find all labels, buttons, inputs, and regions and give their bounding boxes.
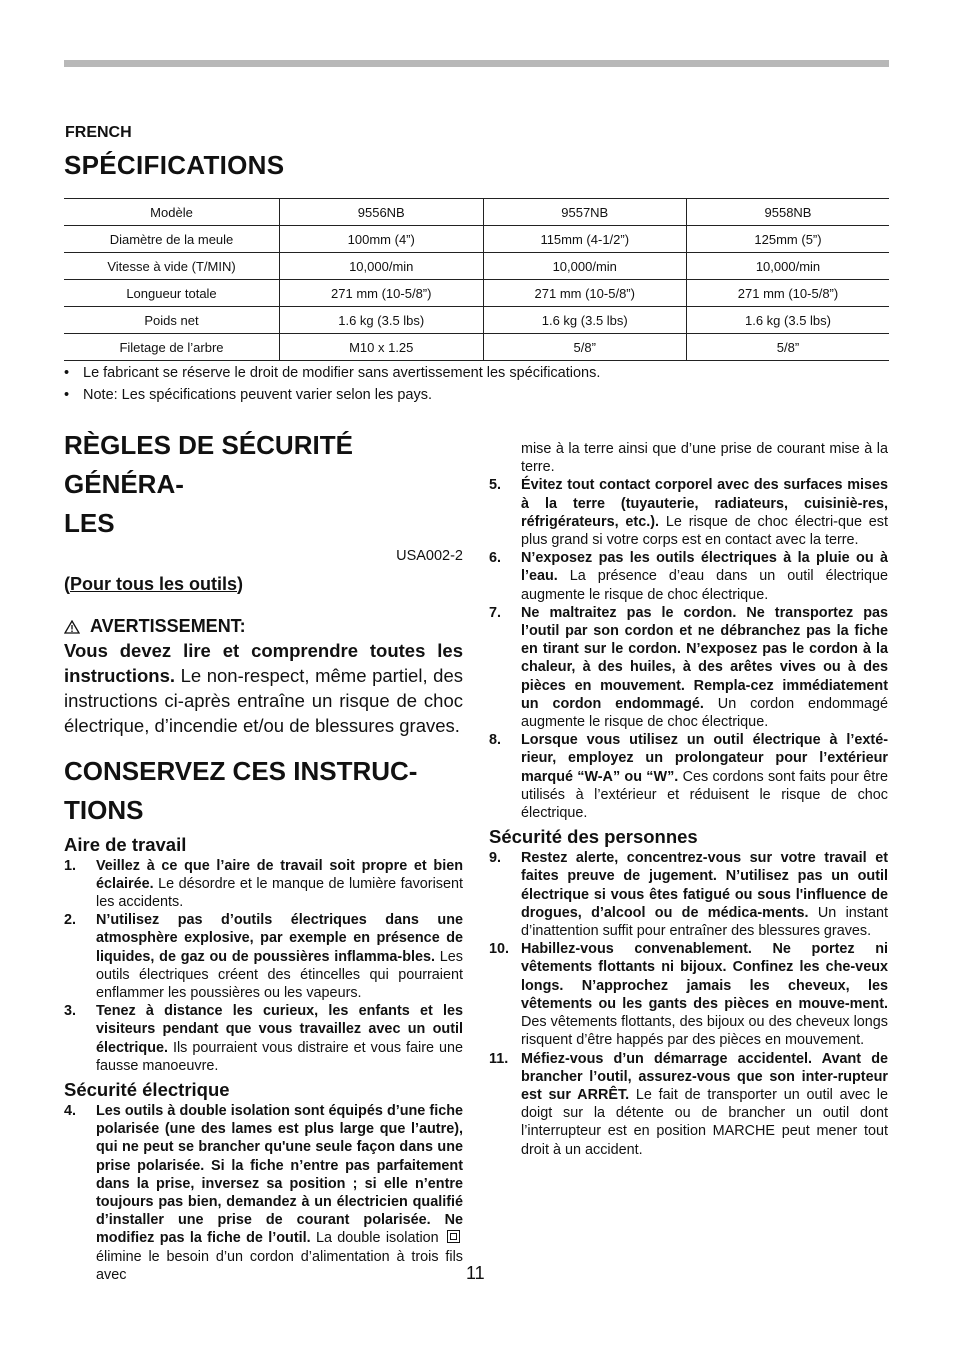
table-cell: 115mm (4-1/2”) bbox=[483, 226, 687, 253]
table-cell: 271 mm (10-5/8”) bbox=[687, 280, 890, 307]
list-item: 1. Veillez à ce que l’aire de travail soit propre et bien éclairée. Le désordre et le manque de lumière favorisent les accidents. bbox=[64, 857, 463, 911]
section-personal: Sécurité des personnes bbox=[489, 826, 698, 848]
table-row bbox=[64, 280, 889, 307]
list-item: 6. N’exposez pas les outils électriques à la pluie ou à l’eau. La présence d’eau dans un outil électrique augmente le risque de choc électrique. bbox=[489, 550, 888, 603]
list-item: 3. Tenez à distance les curieux, les enfants et les visiteurs pendant que vous travaillez avec un outil électrique. Ils pourraient vous distraire et vous faire une fausse manoeuvre. bbox=[64, 1003, 463, 1074]
table-row-label: Vitesse à vide (T/MIN) bbox=[64, 253, 280, 280]
warning-text: Vous devez lire et comprendre toutes les instructions. Le non-respect, même partiel, des instructions ci-après entraîne un risque de choc électrique, d’incendie et/ou de blessures graves. bbox=[64, 639, 463, 736]
document-code: USA002-2 bbox=[396, 548, 463, 564]
list-item: 11. Méfiez-vous d’un démarrage accidentel. Avant de brancher l’outil, assurez-vous que son inter-rupteur est sur ARRÊT. Le fait de transporter un outil avec le doigt sur la détente ou de brancher un outil dont l’interrupteur est en position MARCHE peut mener tout droit à un accident. bbox=[489, 1050, 888, 1158]
table-cell: 5/8” bbox=[687, 334, 890, 361]
section-work-area: Aire de travail bbox=[64, 833, 187, 855]
conserve-title: CONSERVEZ CES INSTRUC- TIONS bbox=[64, 755, 418, 825]
right-column bbox=[489, 440, 888, 1159]
page-number: 11 bbox=[466, 1263, 485, 1283]
table-cell: 125mm (5”) bbox=[687, 226, 890, 253]
table-row-label: Longueur totale bbox=[64, 280, 280, 307]
table-cell: 271 mm (10-5/8”) bbox=[280, 280, 484, 307]
warning-heading: AVERTISSEMENT: bbox=[64, 617, 463, 635]
left-column bbox=[64, 426, 463, 1284]
table-cell: 10,000/min bbox=[687, 253, 890, 280]
table-row bbox=[64, 253, 889, 280]
specifications-table bbox=[64, 198, 889, 361]
table-row bbox=[64, 334, 889, 361]
list-item: 2. N’utilisez pas d’outils électriques dans une atmosphère explosive, par exemple en présence de liquides, de gaz ou de poussières inflamma-bles. Les outils électriques créent des étincelles qui pourraient enflammer les poussières ou les vapeurs. bbox=[64, 912, 463, 1002]
warning-triangle-icon bbox=[64, 620, 80, 634]
table-row-label: Diamètre de la meule bbox=[64, 226, 280, 253]
list-item: 8. Lorsque vous utilisez un outil électrique à l’exté-rieur, employez un prolongateur pour l’extérieur marqué “W-A” ou “W”. Ces cordons sont faits pour être utilisés à l’extérieur et réduisent le risque de choc électrique. bbox=[489, 732, 888, 822]
list-item: 7. Ne maltraitez pas le cordon. Ne transportez pas l’outil par son cordon et ne débranchez pas la fiche en tirant sur le cordon. N’exposez pas le cordon à la chaleur, à des huiles, à des arêtes vives ou à des pièces en mouvement. Rempla-cez immédiatement un cordon endommagé. Un cordon endommagé augmente le risque de choc électrique. bbox=[489, 604, 888, 731]
electrical-list-cont bbox=[489, 476, 888, 822]
table-cell: 1.6 kg (3.5 lbs) bbox=[483, 307, 687, 334]
table-cell: 100mm (4”) bbox=[280, 226, 484, 253]
spec-notes bbox=[64, 362, 889, 406]
list-item: 9. Restez alerte, concentrez-vous sur votre travail et faites preuve de jugement. N’utilisez pas un outil électrique si vous êtes fatigué ou sous l'influence de drogues, d’alcool ou de médica-ments. Un instant d’inattention suffit pour entraîner des blessures graves. bbox=[489, 850, 888, 940]
rules-title: RÈGLES DE SÉCURITÉ GÉNÉRA- LES bbox=[64, 430, 353, 538]
table-cell: 10,000/min bbox=[280, 253, 484, 280]
double-insulation-icon bbox=[447, 1230, 460, 1243]
table-cell: 1.6 kg (3.5 lbs) bbox=[280, 307, 484, 334]
list-item-continuation: mise à la terre ainsi que d’une prise de courant mise à la terre. bbox=[521, 441, 888, 476]
spec-note: • Note: Les spécifications peuvent varier selon les pays. bbox=[64, 384, 889, 406]
table-row-label: Modèle bbox=[64, 199, 280, 226]
rules-subtitle: (Pour tous les outils) bbox=[64, 574, 244, 595]
list-item: 10. Habillez-vous convenablement. Ne portez ni vêtements flottants ni bijoux. Confinez les che-veux longs. N’approchez jamais les cheveux, les vêtements ou les gants des pièces en mouve-ment. Des vêtements flottants, des bijoux ou des cheveux longs risquent d’être happés par des pièces en mouvement. bbox=[489, 941, 888, 1049]
personal-list bbox=[489, 849, 888, 1158]
work-area-list bbox=[64, 857, 463, 1075]
table-cell: 1.6 kg (3.5 lbs) bbox=[687, 307, 890, 334]
table-cell: 9556NB bbox=[280, 199, 484, 226]
table-row bbox=[64, 307, 889, 334]
table-row bbox=[64, 199, 889, 226]
electrical-list bbox=[64, 1102, 463, 1284]
table-cell: 9558NB bbox=[687, 199, 890, 226]
section-electrical: Sécurité électrique bbox=[64, 1079, 230, 1101]
list-item: 4. Les outils à double isolation sont équipés d’une fiche polarisée (une des lames est plus large que l’autre), qui ne peut se brancher qu'une seule façon dans une prise polarisée. Si la fiche n’entre pas parfaitement dans la prise, inversez sa position ; si elle n’entre toujours pas bien, demandez à un électricien qualifié d’installer une prise de courant polarisée. Ne modifiez pas la fiche de l’outil. La double isolation élimine le besoin d’un cordon d’alimentation à trois fils avec bbox=[64, 1103, 463, 1283]
page-title: SPÉCIFICATIONS bbox=[64, 150, 285, 180]
language-label: FRENCH bbox=[65, 124, 132, 141]
list-item: 5. Évitez tout contact corporel avec des surfaces mises à la terre (tuyauterie, radiateurs, cuisiniè-res, réfrigérateurs, etc.). Le risque de choc électri-que est plus grand si votre corps est en contact avec la terre. bbox=[489, 477, 889, 549]
table-cell: 10,000/min bbox=[483, 253, 687, 280]
table-cell: 5/8” bbox=[483, 334, 687, 361]
table-row-label: Poids net bbox=[64, 307, 280, 334]
table-cell: M10 x 1.25 bbox=[280, 334, 484, 361]
header-rule bbox=[64, 60, 889, 67]
table-cell: 271 mm (10-5/8”) bbox=[483, 280, 687, 307]
table-cell: 9557NB bbox=[483, 199, 687, 226]
table-row bbox=[64, 226, 889, 253]
spec-note: • Le fabricant se réserve le droit de modifier sans avertissement les spécifications. bbox=[64, 362, 889, 384]
table-row-label: Filetage de l’arbre bbox=[64, 334, 280, 361]
